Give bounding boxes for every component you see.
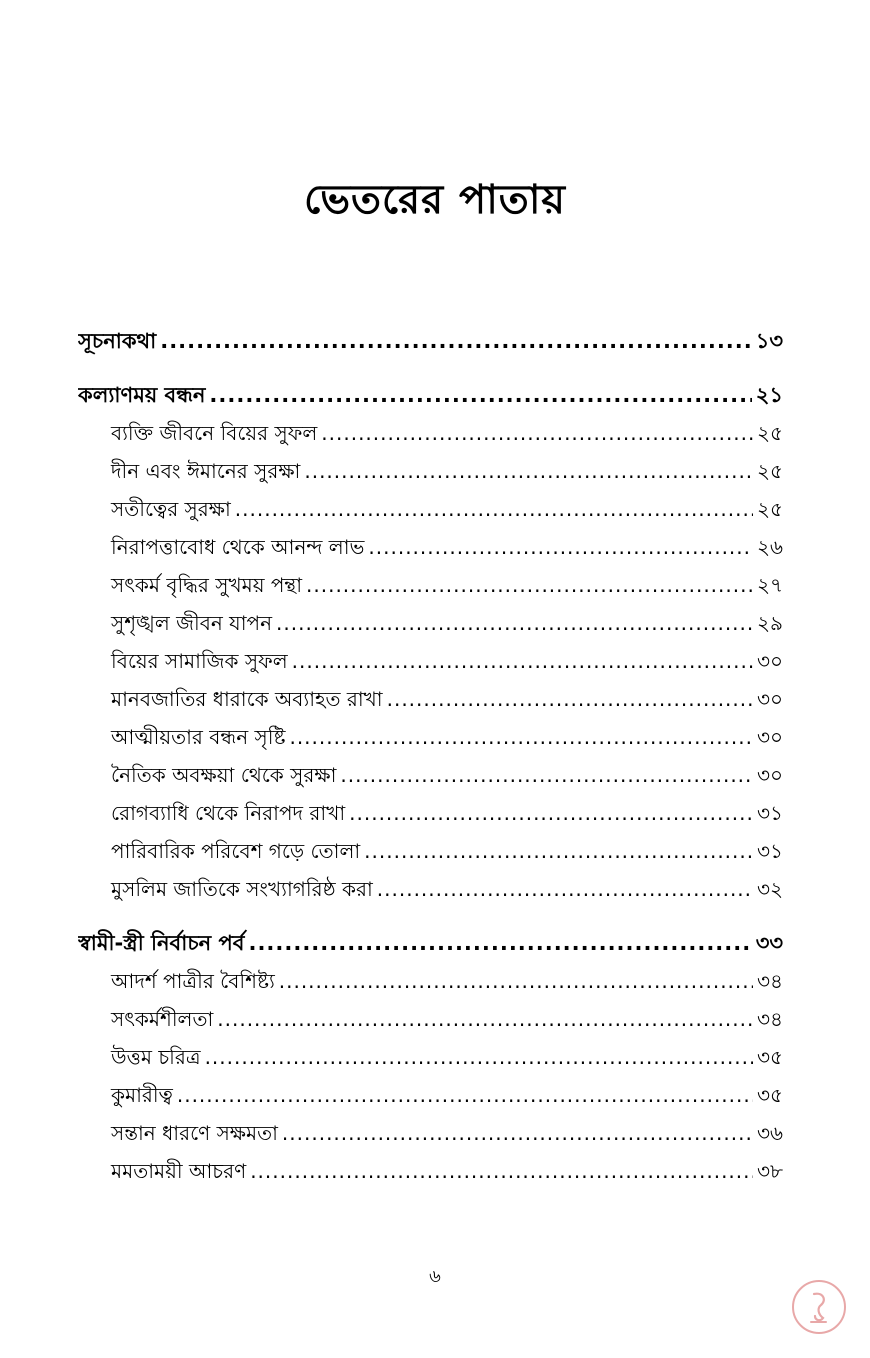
toc-subentry-row [78, 604, 783, 642]
dot-leader [289, 718, 753, 756]
toc-entry-title: কল্যাণময় বন্ধন [78, 383, 206, 407]
toc-page-number: ৩৫ [757, 1083, 783, 1107]
toc-entry-title: বিয়ের সামাজিক সুফল [111, 649, 288, 673]
toc-page-number: ৩২ [756, 877, 783, 901]
toc-page-number: ৩১ [757, 801, 783, 825]
toc-entry-title: সতীত্বের সুরক্ষা [111, 497, 231, 521]
toc-page-number: ৩৪ [757, 1007, 783, 1031]
dot-leader [160, 322, 752, 360]
toc-page-number: ২৭ [756, 573, 783, 597]
page-number: ৬ [429, 1266, 441, 1287]
toc-page-number: ৩৮ [757, 1159, 783, 1183]
toc-entry-title: সুশৃঙ্খল জীবন যাপন [111, 611, 273, 635]
toc-subentry-row [78, 962, 783, 1000]
toc-entry-title: নিরাপত্তাবোধ থেকে আনন্দ লাভ [111, 535, 365, 559]
toc-subentry-row [78, 718, 783, 756]
dot-leader [235, 490, 753, 528]
toc-entry-title: সন্তান ধারণে সক্ষমতা [111, 1121, 278, 1145]
dot-leader [279, 962, 753, 1000]
toc-page-number: ২১ [755, 383, 783, 407]
toc-subentry-row [78, 414, 783, 452]
toc-entry-title: সূচনাকথা [78, 329, 157, 353]
toc-subentry-row [78, 1076, 783, 1114]
dot-leader [282, 1114, 753, 1152]
toc-page-number: ৩১ [757, 839, 783, 863]
toc-subentry-row [78, 490, 783, 528]
toc-entry-title: মমতাময়ী আচরণ [111, 1159, 247, 1183]
toc-entry-title: আদর্শ পাত্রীর বৈশিষ্ট্য [111, 969, 275, 993]
table-of-contents [78, 322, 783, 1206]
toc-page-number: ৩০ [756, 763, 783, 787]
dot-leader [377, 870, 753, 908]
dot-leader [177, 1076, 753, 1114]
toc-section [78, 924, 783, 1190]
toc-page-number: ৩৪ [757, 969, 783, 993]
toc-entry-title: রোগব্যাধি থেকে নিরাপদ রাখা [111, 801, 346, 825]
dot-leader [276, 604, 753, 642]
toc-page-number: ২৫ [757, 421, 783, 445]
toc-entry-title: মানবজাতির ধারাকে অব্যাহত রাখা [111, 687, 383, 711]
dot-leader [349, 794, 753, 832]
publisher-logo-icon [790, 1278, 848, 1336]
toc-entry-title: স্বামী-স্ত্রী নির্বাচন পর্ব [78, 931, 245, 955]
toc-subentry-row [78, 528, 783, 566]
toc-entry-title: নৈতিক অবক্ষয়া থেকে সুরক্ষা [111, 763, 337, 787]
toc-chapter-row [78, 376, 783, 414]
dot-leader [209, 376, 751, 414]
dot-leader [364, 832, 753, 870]
toc-page-number: ৩৬ [756, 1121, 783, 1145]
dot-leader [217, 1000, 753, 1038]
dot-leader [250, 1152, 753, 1190]
toc-page-number: ১৩ [755, 329, 783, 353]
toc-page-number: ৩০ [756, 725, 783, 749]
dot-leader [292, 642, 753, 680]
toc-chapter-row [78, 322, 783, 360]
toc-page-number: ৩০ [756, 687, 783, 711]
toc-page-number: ২৬ [756, 535, 783, 559]
toc-subentry-row [78, 1114, 783, 1152]
toc-page-number: ২৯ [757, 611, 783, 635]
toc-subentry-row [78, 680, 783, 718]
page-title: ভেতরের পাতায় [304, 177, 566, 223]
toc-entry-title: সৎকর্ম বৃদ্ধির সুখময় পন্থা [111, 573, 303, 597]
toc-subentry-row [78, 1038, 783, 1076]
toc-entry-title: আত্মীয়তার বন্ধন সৃষ্টি [111, 725, 286, 749]
dot-leader [304, 452, 753, 490]
dot-leader [248, 924, 751, 962]
toc-subentry-row [78, 1152, 783, 1190]
dot-leader [368, 528, 753, 566]
toc-subentry-row [78, 452, 783, 490]
toc-entry-title: দীন এবং ঈমানের সুরক্ষা [111, 459, 301, 483]
toc-entry-title: সৎকর্মশীলতা [111, 1007, 214, 1031]
toc-page-number: ৩৩ [755, 931, 783, 955]
toc-section [78, 376, 783, 908]
toc-subentry-row [78, 566, 783, 604]
toc-subentry-row [78, 870, 783, 908]
toc-page-number: ৩০ [756, 649, 783, 673]
toc-subentry-row [78, 794, 783, 832]
toc-subentry-row [78, 832, 783, 870]
toc-entry-title: উত্তম চরিত্র [111, 1045, 201, 1069]
toc-entry-title: পারিবারিক পরিবেশ গড়ে তোলা [111, 839, 361, 863]
toc-page-number: ২৫ [757, 497, 783, 521]
toc-page-number: ৩৫ [757, 1045, 783, 1069]
toc-subentry-row [78, 1000, 783, 1038]
dot-leader [205, 1038, 753, 1076]
toc-page-number: ২৫ [757, 459, 783, 483]
toc-entry-title: কুমারীত্ব [111, 1083, 173, 1107]
dot-leader [340, 756, 753, 794]
dot-leader [321, 414, 753, 452]
dot-leader [306, 566, 753, 604]
toc-chapter-row [78, 924, 783, 962]
toc-subentry-row [78, 756, 783, 794]
toc-entry-title: মুসলিম জাতিকে সংখ্যাগরিষ্ঠ করা [111, 877, 373, 901]
dot-leader [387, 680, 753, 718]
toc-subentry-row [78, 642, 783, 680]
toc-section [78, 322, 783, 360]
toc-entry-title: ব্যক্তি জীবনে বিয়ের সুফল [111, 421, 318, 445]
